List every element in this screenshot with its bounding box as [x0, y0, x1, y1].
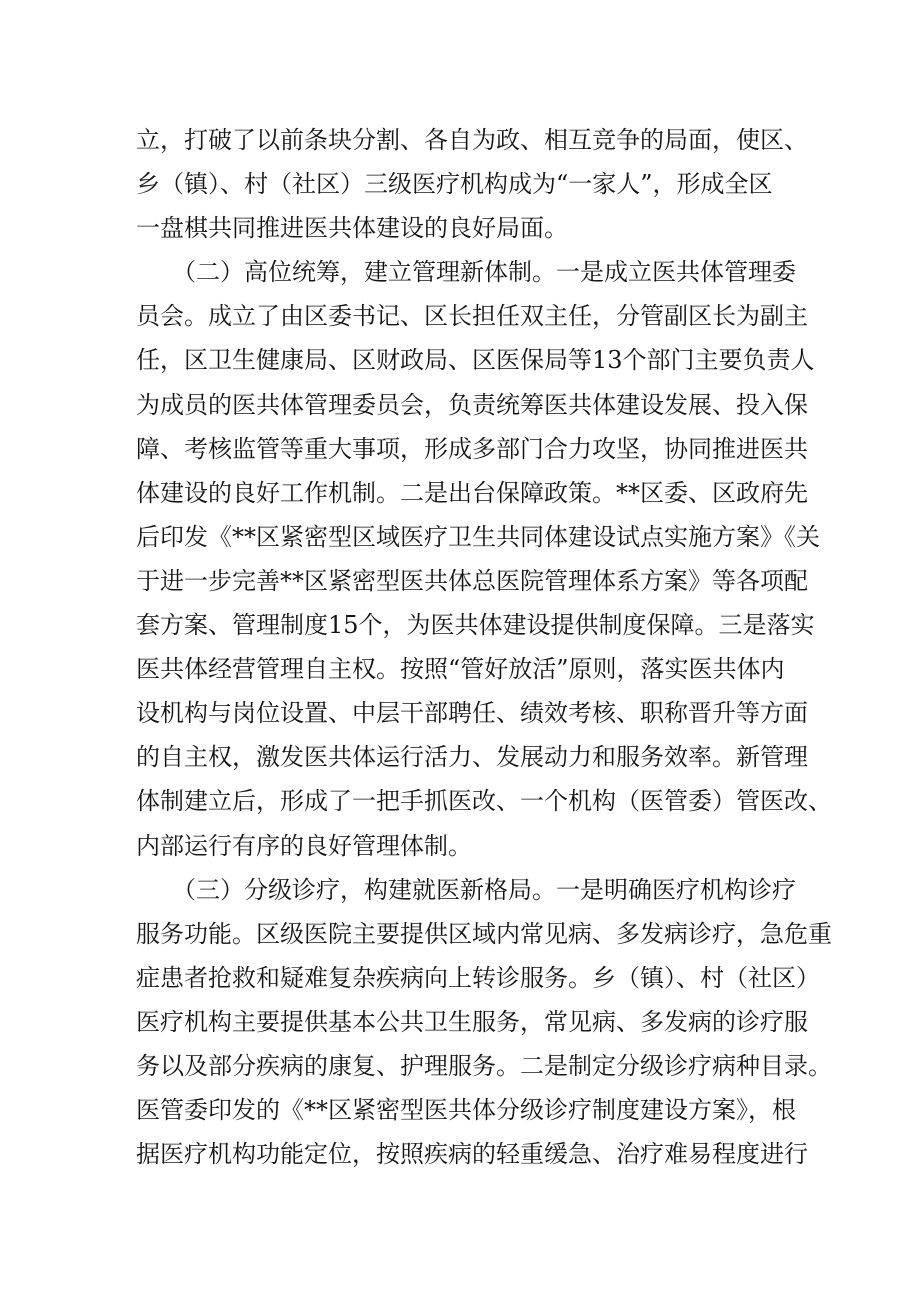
text-line: 症患者抢救和疑难复杂疾病向上转诊服务。乡（镇）、村（社区） [136, 963, 820, 992]
text-line: 务以及部分疾病的康复、护理服务。二是制定分级诊疗病种目录。 [136, 1051, 832, 1080]
text-line: 医疗机构主要提供基本公共卫生服务，常见病、多发病的诊疗服 [136, 1007, 808, 1036]
text-line: 医共体经营管理自主权。按照“管好放活”原则，落实医共体内 [136, 655, 785, 684]
text-line: 据医疗机构功能定位，按照疾病的轻重缓急、治疗难易程度进行 [136, 1140, 808, 1169]
text-line: 立，打破了以前条块分割、各自为政、相互竞争的局面，使区、 [136, 126, 808, 154]
text-line: 套方案、管理制度15个，为医共体建设提供制度保障。三是落实 [136, 611, 815, 640]
body-text [136, 118, 832, 1176]
text-line: 障、考核监管等重大事项，形成多部门合力攻坚，协同推进医共 [136, 434, 808, 463]
text-line: 为成员的医共体管理委员会，负责统筹医共体建设发展、投入保 [136, 390, 808, 419]
text-line: 员会。成立了由区委书记、区长担任双主任，分管副区长为副主 [136, 302, 808, 331]
text-line: 体建设的良好工作机制。二是出台保障政策。**区委、区政府先 [136, 478, 808, 507]
text-line: 于进一步完善**区紧密型医共体总医院管理体系方案》等各项配 [136, 566, 808, 595]
text-line: 医管委印发的《**区紧密型医共体分级诊疗制度建设方案》，根 [136, 1096, 796, 1125]
text-line: 乡（镇）、村（社区）三级医疗机构成为“一家人”，形成全区 [136, 170, 773, 199]
text-line: 内部运行有序的良好管理体制。 [136, 831, 472, 860]
text-line: 设机构与岗位设置、中层干部聘任、绩效考核、职称晋升等方面 [136, 699, 808, 728]
text-line: 体制建立后，形成了一把手抓医改、一个机构（医管委）管医改、 [136, 787, 832, 816]
text-line: 一盘棋共同推进医共体建设的良好局面。 [136, 214, 568, 243]
text-line: 任，区卫生健康局、区财政局、区医保局等13个部门主要负责人 [136, 346, 815, 375]
text-line: 服务功能。区级医院主要提供区域内常见病、多发病诊疗，急危重 [136, 919, 832, 948]
section-heading-line: （二）高位统筹，建立管理新体制。一是成立医共体管理委 [136, 258, 796, 287]
text-line: 的自主权，激发医共体运行活力、发展动力和服务效率。新管理 [136, 743, 808, 772]
section-heading-line: （三）分级诊疗，构建就医新格局。一是明确医疗机构诊疗 [136, 875, 796, 904]
text-line: 后印发《**区紧密型区域医疗卫生共同体建设试点实施方案》《关 [136, 522, 820, 551]
